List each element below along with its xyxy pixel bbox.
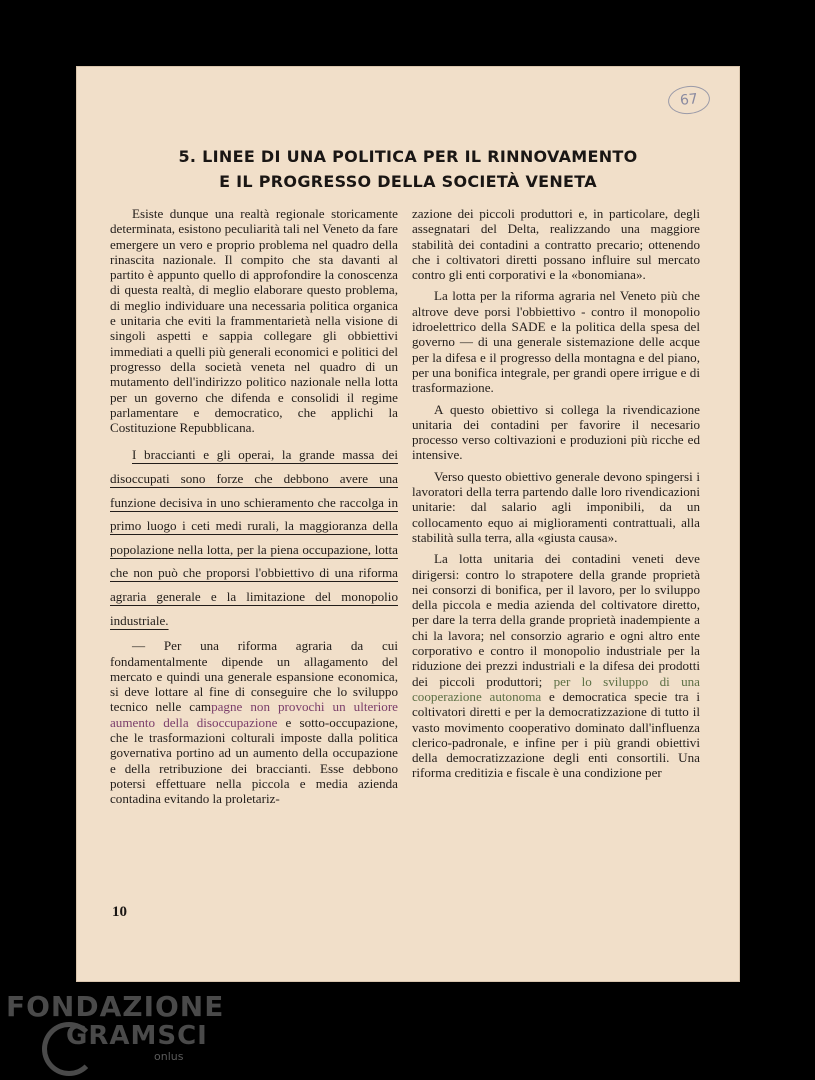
handwritten-page-note: 67	[667, 84, 712, 116]
left-column	[110, 206, 398, 812]
right-paragraph-5	[412, 551, 700, 780]
highlighted-text-pink: pagne non provochi un ulteriore aumento della disoccupazione	[110, 699, 398, 730]
right-paragraph-3: A questo obiettivo si collega la rivendicazione unitaria dei contadini per favorire il necesario processo verso coltivazioni e produzioni più ricche ed intensive.	[412, 401, 700, 463]
left-paragraph-3	[110, 638, 398, 806]
right-paragraph-5-text-a: La lotta unitaria dei contadini veneti deve dirigersi: contro lo strapotere della grande proprietà nei consorzi di bonifica, per il lavoro, per lo sviluppo della piccola e media azienda del coltivatore diretto, per dare la terra della grande proprietà inadempiente a chi la lavora; nel consorzio agrario e ogni altro ente corporativo e contro il monopolio industriale per la riduzione dei prezzi industriali e la difesa dei prodotti dei piccoli produttori;	[412, 551, 700, 689]
document-page	[76, 66, 740, 982]
title-line-2: E IL PROGRESSO DELLA SOCIETÀ VENETA	[219, 172, 597, 191]
logo-line-1: FONDAZIONE	[6, 990, 225, 1023]
right-paragraph-4: Verso questo obiettivo generale devono spingersi i lavoratori della terra partendo dalle loro rivendicazioni unitarie: dal salario agli imponibili, da un collocamento equo ai miglioramenti contrattuali, alla stabilità sulla terra, alla «giusta causa».	[412, 468, 700, 545]
right-paragraph-1: zazione dei piccoli produttori e, in particolare, degli assegnatari del Delta, realizzando una maggiore stabilità dei contadini a contratto precario; ottenendo che i coltivatori diretti possano influire sul mercato contro gli enti corporativi e la «bonomiana».	[412, 206, 700, 283]
logo-g-icon	[42, 1022, 96, 1076]
title-line-1: 5. LINEE DI UNA POLITICA PER IL RINNOVAMENTO	[178, 147, 638, 166]
fondazione-gramsci-logo	[6, 992, 224, 1063]
section-title	[76, 144, 740, 194]
page-number: 10	[112, 904, 127, 920]
right-column	[412, 206, 700, 787]
left-paragraph-3-text-a: — Per una riforma agraria da cui fondamentalmente dipende un allagamento del mercato e quindi una generale espansione economica, si deve lottare al fine di conseguire che lo sviluppo tecnico nelle cam	[110, 638, 398, 715]
highlighted-text-green: per lo sviluppo di una cooperazione autonoma	[412, 673, 700, 704]
left-paragraph-1: Esiste dunque una realtà regionale storicamente determinata, esistono peculiarità tali nel Veneto da fare emergere un vero e proprio problema nel quadro della rinascita nazionale. Il compito che sta davanti al partito è appunto quello di approfondire la conoscenza di questa realtà, di meglio elaborare questo problema, di meglio individuare una necessaria politica organica e unitaria che eviti la frammentarietà nella visione di singoli aspetti e sappia collegare gli obbiettivi immediati a quelli più generali economici e politici del progresso della società veneta nel quadro di un mutamento dell'indirizzo politico nazionale nella lotta per un governo che difenda e consolidi il regime parlamentare e democratico, che applichi la Costituzione Repubblicana.	[110, 206, 398, 436]
right-paragraph-2: La lotta per la riforma agraria nel Veneto più che altrove deve porsi l'obbiettivo - contro il monopolio idroelettrico della SADE e la politica della spesa del governo — di una generale sistemazione delle acque per la difesa e il progresso della montagna e del piano, per una bonifica integrale, per grandi opere irrigue e di trasformazione.	[412, 288, 700, 396]
logo-line-3: onlus	[154, 1050, 184, 1063]
left-paragraph-underlined: I braccianti e gli operai, la grande massa dei disoccupati sono forze che debbono avere una funzione decisiva in uno schieramento che raccolga in primo luogo i ceti medi rurali, la maggioranza della popolazione nella lotta, per la piena occupazione, lotta che non può che proporsi l'obbiettivo di una riforma agraria generale e la limitazione del monopolio industriale.	[110, 447, 398, 628]
right-paragraph-5-text-c: e democratica specie tra i coltivatori diretti e per la democratizzazione di tutto il vasto movimento cooperativo dominato dall'influenza clerico-padronale, e infine per i più grandi obiettivi della democratizzazione degli enti consortili. Una riforma creditizia e fiscale è una condizione per	[412, 688, 700, 781]
left-paragraph-3-text-c: e sotto-occupazione, che le trasformazioni colturali imposte dalla politica governativa portino ad un aumento della occupazione e della retribuzione dei braccianti. Esse debbono potersi effettuare nella piccola e media azienda contadina evitando la proletariz-	[110, 714, 398, 807]
logo-line-2: GRAMSCI	[66, 1021, 208, 1051]
